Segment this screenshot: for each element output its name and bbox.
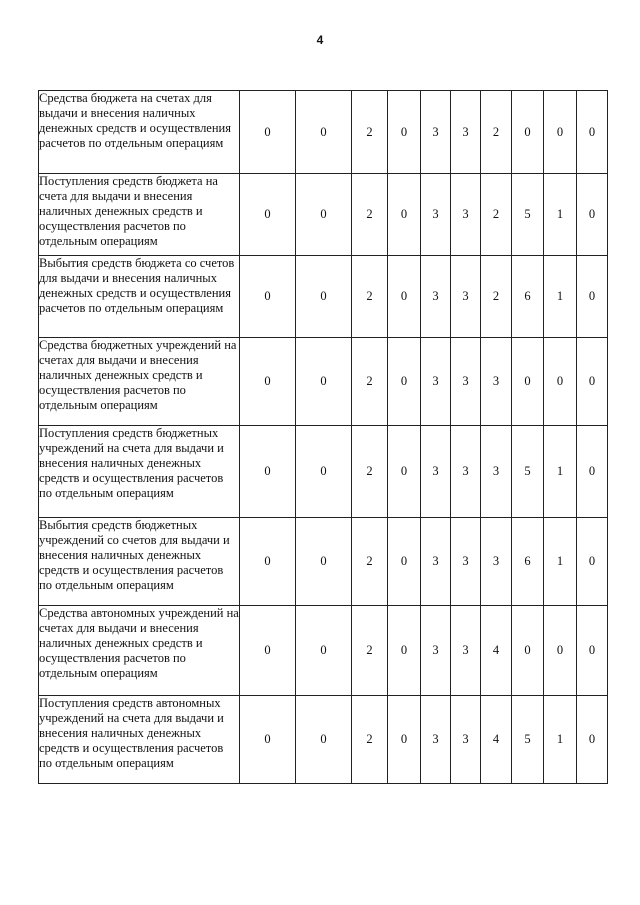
- row-description: Средства автономных учреждений на счетах для выдачи и внесения наличных денежных средств и осуществления расчетов по отдельным операциям: [39, 606, 240, 696]
- code-digit: 3: [451, 518, 481, 606]
- code-digit: 3: [421, 426, 451, 518]
- code-digit: 2: [352, 256, 388, 338]
- code-digit: 3: [451, 426, 481, 518]
- page-number: 4: [316, 33, 324, 47]
- code-digit: 0: [577, 518, 608, 606]
- code-digit: 0: [544, 91, 577, 174]
- code-digit: 0: [240, 174, 296, 256]
- code-digit: 0: [296, 606, 352, 696]
- code-digit: 0: [240, 338, 296, 426]
- code-digit: 0: [577, 606, 608, 696]
- code-digit: 3: [451, 256, 481, 338]
- code-digit: 2: [352, 696, 388, 784]
- code-digit: 3: [451, 338, 481, 426]
- code-digit: 0: [512, 338, 544, 426]
- code-digit: 0: [296, 426, 352, 518]
- code-digit: 1: [544, 518, 577, 606]
- code-digit: 3: [481, 426, 512, 518]
- code-digit: 0: [577, 256, 608, 338]
- code-digit: 3: [481, 338, 512, 426]
- code-digit: 2: [352, 338, 388, 426]
- row-description: Поступления средств бюджета на счета для выдачи и внесения наличных денежных средств и осуществления расчетов по отдельным операциям: [39, 174, 240, 256]
- code-digit: 0: [388, 174, 421, 256]
- code-digit: 6: [512, 256, 544, 338]
- code-digit: 0: [577, 426, 608, 518]
- code-digit: 0: [577, 91, 608, 174]
- code-digit: 3: [421, 518, 451, 606]
- budget-code-table: [38, 90, 608, 784]
- code-digit: 2: [481, 256, 512, 338]
- code-digit: 3: [451, 91, 481, 174]
- code-digit: 0: [240, 256, 296, 338]
- code-digit: 2: [481, 91, 512, 174]
- code-digit: 0: [388, 518, 421, 606]
- code-digit: 0: [296, 174, 352, 256]
- code-digit: 0: [577, 338, 608, 426]
- row-description: Поступления средств автономных учреждений на счета для выдачи и внесения наличных денежных средств и осуществления расчетов по отдельным операциям: [39, 696, 240, 784]
- code-digit: 5: [512, 696, 544, 784]
- code-digit: 3: [421, 338, 451, 426]
- table-row: [39, 174, 608, 256]
- code-digit: 3: [421, 696, 451, 784]
- code-digit: 0: [240, 91, 296, 174]
- table-row: [39, 696, 608, 784]
- table-row: [39, 338, 608, 426]
- code-digit: 0: [577, 174, 608, 256]
- code-digit: 0: [388, 256, 421, 338]
- code-digit: 0: [388, 426, 421, 518]
- row-description: Выбытия средств бюджета со счетов для выдачи и внесения наличных денежных средств и осуществления расчетов по отдельным операциям: [39, 256, 240, 338]
- row-description: Средства бюджета на счетах для выдачи и внесения наличных денежных средств и осуществления расчетов по отдельным операциям: [39, 91, 240, 174]
- code-digit: 2: [352, 426, 388, 518]
- code-digit: 1: [544, 426, 577, 518]
- table-row: [39, 426, 608, 518]
- code-digit: 2: [352, 174, 388, 256]
- code-digit: 0: [544, 606, 577, 696]
- code-digit: 0: [577, 696, 608, 784]
- code-digit: 1: [544, 256, 577, 338]
- code-digit: 0: [296, 518, 352, 606]
- code-digit: 0: [296, 696, 352, 784]
- code-digit: 0: [388, 696, 421, 784]
- row-description: Выбытия средств бюджетных учреждений со счетов для выдачи и внесения наличных денежных средств и осуществления расчетов по отдельным операциям: [39, 518, 240, 606]
- code-digit: 2: [481, 174, 512, 256]
- code-digit: 2: [352, 606, 388, 696]
- row-description: Средства бюджетных учреждений на счетах для выдачи и внесения наличных денежных средств и осуществления расчетов по отдельным операциям: [39, 338, 240, 426]
- code-digit: 0: [296, 91, 352, 174]
- code-digit: 3: [451, 696, 481, 784]
- code-digit: 5: [512, 174, 544, 256]
- code-digit: 3: [421, 256, 451, 338]
- table-body: [39, 91, 608, 784]
- table-row: [39, 256, 608, 338]
- code-digit: 0: [240, 426, 296, 518]
- code-digit: 3: [451, 606, 481, 696]
- code-digit: 0: [388, 91, 421, 174]
- code-digit: 0: [240, 696, 296, 784]
- code-digit: 0: [544, 338, 577, 426]
- code-digit: 0: [388, 606, 421, 696]
- code-digit: 0: [240, 518, 296, 606]
- code-digit: 3: [421, 606, 451, 696]
- table-row: [39, 606, 608, 696]
- code-digit: 2: [352, 518, 388, 606]
- code-digit: 0: [296, 256, 352, 338]
- code-digit: 6: [512, 518, 544, 606]
- code-digit: 3: [481, 518, 512, 606]
- code-digit: 0: [296, 338, 352, 426]
- code-digit: 0: [512, 606, 544, 696]
- code-digit: 1: [544, 174, 577, 256]
- code-digit: 0: [512, 91, 544, 174]
- code-digit: 0: [388, 338, 421, 426]
- table-row: [39, 518, 608, 606]
- code-digit: 3: [421, 91, 451, 174]
- code-digit: 1: [544, 696, 577, 784]
- code-digit: 4: [481, 606, 512, 696]
- row-description: Поступления средств бюджетных учреждений на счета для выдачи и внесения наличных денежных средств и осуществления расчетов по отдельным операциям: [39, 426, 240, 518]
- code-digit: 5: [512, 426, 544, 518]
- code-digit: 4: [481, 696, 512, 784]
- code-digit: 0: [240, 606, 296, 696]
- table-row: [39, 91, 608, 174]
- code-digit: 3: [421, 174, 451, 256]
- code-digit: 3: [451, 174, 481, 256]
- code-digit: 2: [352, 91, 388, 174]
